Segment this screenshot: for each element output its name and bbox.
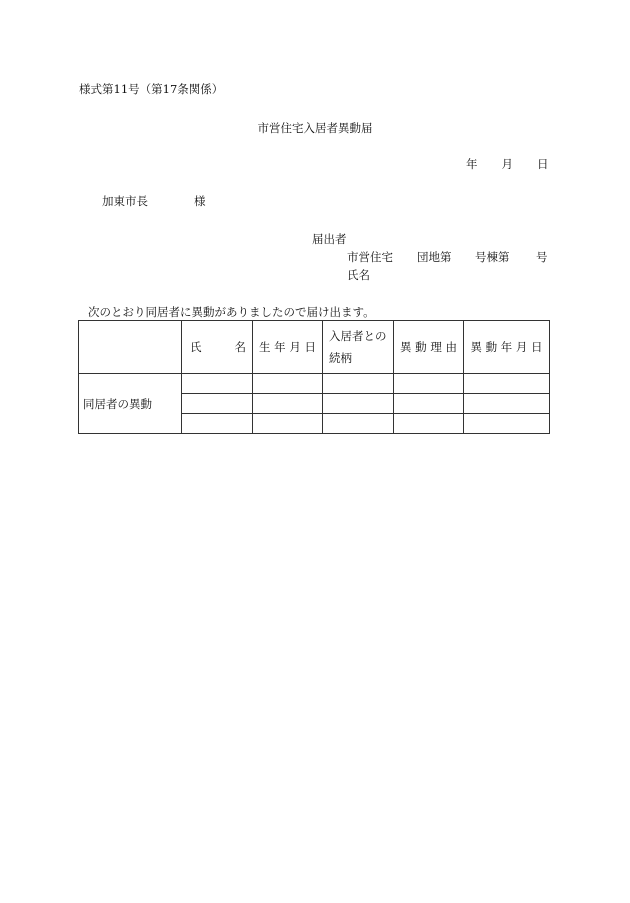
header-relation-line1: 入居者との [329,329,387,343]
date-month-label: 月 [501,157,513,171]
table-row [79,374,550,394]
cell-reason[interactable] [394,394,464,414]
notifier-label: 届出者 [312,232,347,246]
header-name-right: 名 [234,340,246,354]
header-blank [79,321,182,374]
header-name-left: 氏 [190,340,202,354]
header-name [182,321,253,374]
cell-change-date[interactable] [464,414,550,434]
cell-name[interactable] [182,374,253,394]
header-relation [323,321,394,374]
cell-reason[interactable] [394,374,464,394]
cell-name[interactable] [182,394,253,414]
date-day-label: 日 [537,157,549,171]
cell-relation[interactable] [323,394,394,414]
cell-birth[interactable] [253,394,323,414]
household-change-table [78,320,550,434]
cell-name[interactable] [182,414,253,434]
cell-change-date[interactable] [464,394,550,414]
header-change-date: 異 動 年 月 日 [464,321,550,374]
cell-birth[interactable] [253,414,323,434]
cell-birth[interactable] [253,374,323,394]
address-gou: 号 [536,250,548,264]
cell-relation[interactable] [323,374,394,394]
address-goutou: 号棟第 [475,250,510,264]
header-birth: 生 年 月 日 [253,321,323,374]
row-label: 同居者の異動 [79,374,182,434]
cell-reason[interactable] [394,414,464,434]
intro-text: 次のとおり同居者に異動がありましたので届け出ます。 [88,305,375,319]
page-title: 市営住宅入居者異動届 [257,121,373,135]
date-year-label: 年 [466,157,478,171]
addressee [102,194,206,208]
header-relation-line2: 続柄 [329,351,352,365]
address-prefix: 市営住宅 [347,250,393,264]
cell-change-date[interactable] [464,374,550,394]
addressee-name: 加東市長 [102,194,148,208]
date-line [466,157,549,171]
form-number: 様式第11号（第17条関係） [79,82,224,96]
table-header-row [79,321,550,374]
notifier-name-label: 氏名 [347,268,370,282]
cell-relation[interactable] [323,414,394,434]
header-reason: 異 動 理 由 [394,321,464,374]
addressee-honorific: 様 [194,194,206,208]
address-danchi: 団地第 [417,250,452,264]
